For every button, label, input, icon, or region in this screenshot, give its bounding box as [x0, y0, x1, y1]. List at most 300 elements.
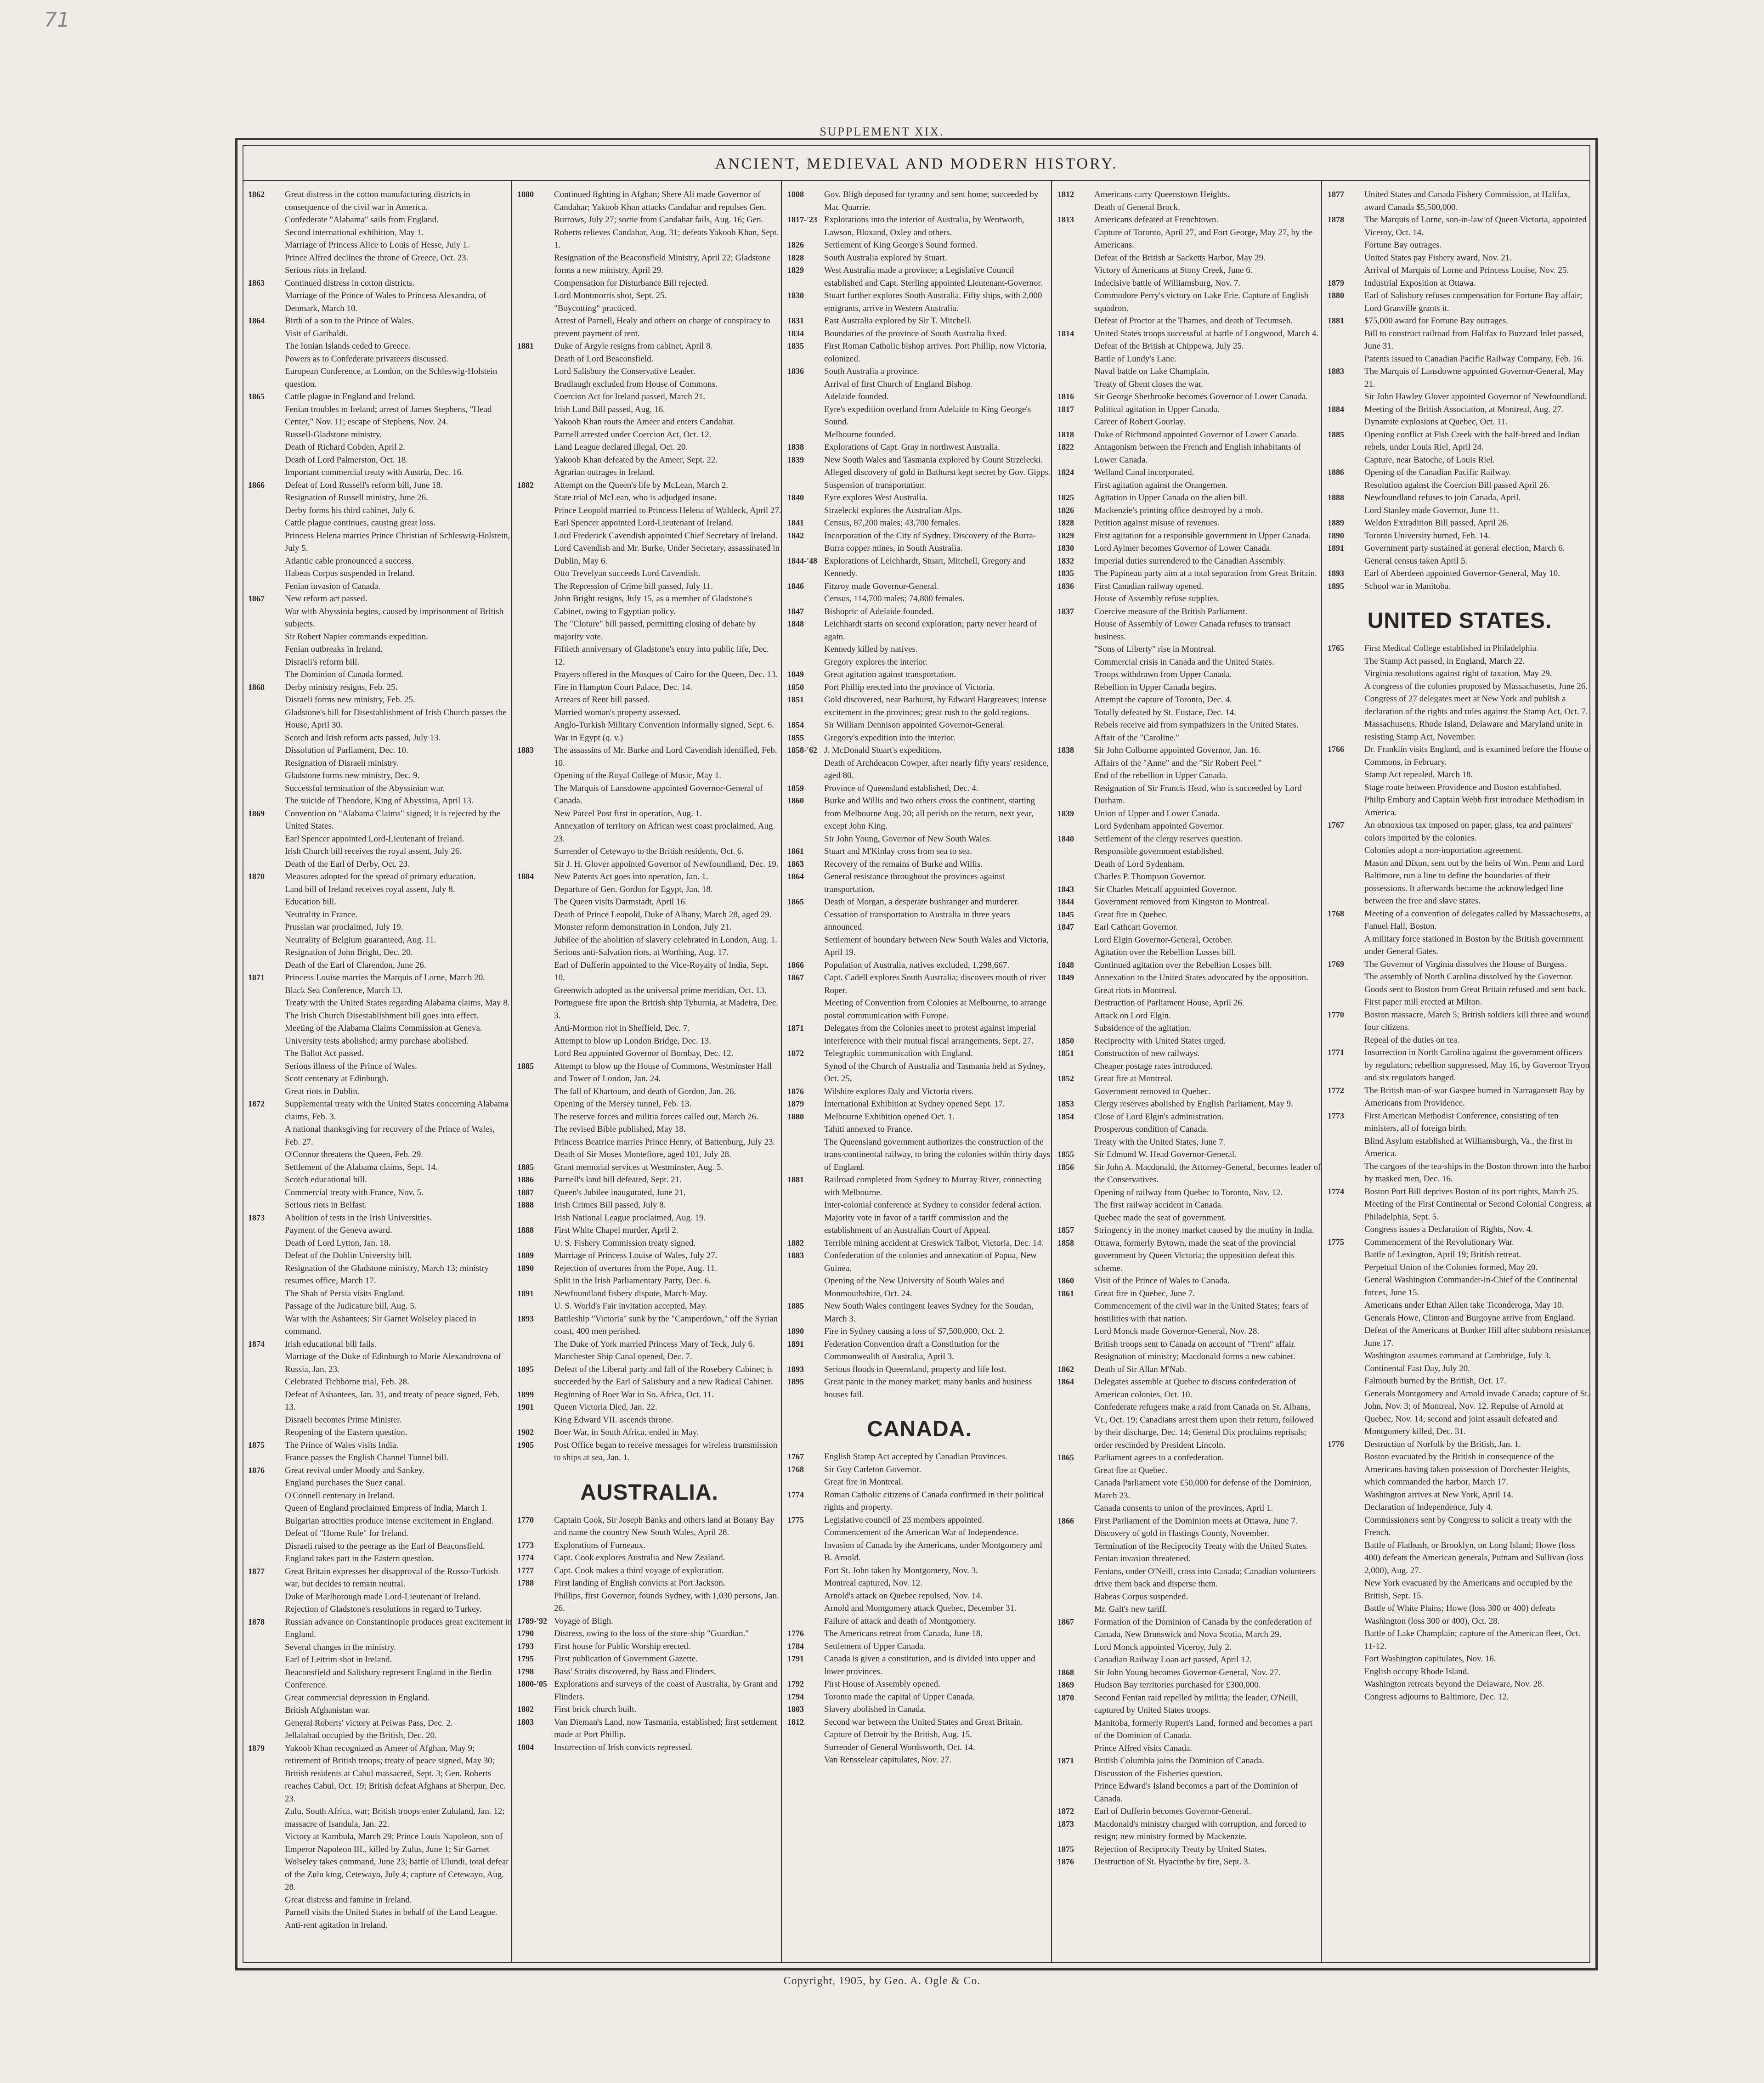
history-entry [248, 807, 512, 833]
entry-year: 1788 [517, 1578, 534, 1587]
entry-text: Suspension of transportation. [824, 480, 927, 490]
history-entry [787, 959, 1052, 972]
entry-text: Irish National League proclaimed, Aug. 19. [554, 1213, 706, 1223]
history-entry [1057, 1515, 1322, 1528]
history-entry [1057, 757, 1322, 770]
history-entry [1057, 1035, 1322, 1048]
entry-year: 1901 [517, 1402, 534, 1411]
entry-text: Attempt to blow up London Bridge, Dec. 13. [554, 1036, 711, 1046]
history-entry [787, 214, 1052, 239]
entry-text: New York evacuated by the Americans and occupied by the British, Sept. 15. [1364, 1578, 1572, 1601]
history-entry [1057, 618, 1322, 643]
history-entry [248, 466, 512, 479]
history-entry [1057, 807, 1322, 820]
history-entry [1057, 1616, 1322, 1641]
history-entry [787, 1275, 1052, 1300]
history-entry [1328, 1261, 1592, 1274]
history-entry [787, 1514, 1052, 1527]
history-entry [517, 1426, 781, 1439]
entry-text: Greenwich adopted as the universal prime meridian, Oct. 13. [554, 985, 767, 995]
entry-text: First Parliament of the Dominion meets at Ottawa, June 7. [1094, 1516, 1298, 1526]
history-entry [248, 454, 512, 467]
history-entry [1328, 479, 1592, 492]
history-entry [1057, 1692, 1322, 1717]
history-entry [787, 1463, 1052, 1476]
entry-text: Commercial crisis in Canada and the United States. [1094, 657, 1274, 667]
entry-year: 1866 [248, 480, 265, 490]
entry-text: Commencement of the civil war in the United States; fears of hostilities with that nation. [1094, 1301, 1309, 1324]
entry-year: 1849 [787, 670, 804, 679]
history-entry [248, 896, 512, 909]
history-entry [1057, 466, 1322, 479]
entry-text: Government removed from Kingston to Montreal. [1094, 897, 1269, 907]
history-entry [1057, 1085, 1322, 1098]
history-entry [1057, 517, 1322, 530]
entry-text: The Marquis of Lansdowne appointed Governor-General of Canada. [554, 783, 763, 806]
entry-year: 1845 [1057, 909, 1074, 919]
history-entry [248, 984, 512, 997]
entry-year: 1826 [1057, 505, 1074, 515]
entry-text: Troops withdrawn from Upper Canada. [1094, 670, 1232, 679]
entry-text: Career of Robert Gourlay. [1094, 417, 1186, 427]
entry-year: 1844-'48 [787, 556, 817, 565]
history-entry [1328, 1135, 1592, 1160]
entry-text: Serious riots in Belfast. [285, 1200, 367, 1210]
entry-text: Departure of Gen. Gordon for Egypt, Jan. 18. [554, 884, 713, 894]
entry-text: Lord Salisbury the Conservative Leader. [554, 367, 695, 376]
entry-year: 1790 [517, 1629, 534, 1638]
entry-text: Melbourne Exhibition opened Oct. 1. [824, 1112, 955, 1122]
history-entry [517, 1577, 781, 1590]
history-entry [1328, 1034, 1592, 1047]
history-entry [1057, 226, 1322, 252]
entry-text: Lord Monck appointed Viceroy, July 2. [1094, 1642, 1232, 1652]
history-entry [787, 732, 1052, 745]
entry-text: Sir J. H. Glover appointed Governor of Newfoundland, Dec. 19. [554, 859, 779, 869]
history-entry [248, 1249, 512, 1262]
history-entry [787, 1249, 1052, 1275]
history-entry [248, 1212, 512, 1225]
entry-text: Settlement of Upper Canada. [824, 1641, 926, 1651]
entry-text: Great fire in Quebec, June 7. [1094, 1288, 1195, 1298]
history-entry [248, 744, 512, 757]
history-entry [1057, 1717, 1322, 1742]
entry-text: East Australia explored by Sir T. Mitchell. [824, 316, 972, 326]
history-entry [517, 1414, 781, 1427]
entry-year: 1882 [517, 480, 534, 490]
history-entry [517, 909, 781, 921]
entry-text: Great commercial depression in England. [285, 1693, 430, 1703]
history-entry [517, 390, 781, 403]
history-entry [787, 694, 1052, 719]
entry-text: General Washington Commander-in-Chief of the Continental forces, June 15. [1364, 1275, 1578, 1298]
entry-year: 1885 [787, 1301, 804, 1310]
history-entry [517, 1136, 781, 1149]
history-entry [248, 1389, 512, 1414]
entry-text: Death of Archdeacon Cowper, after nearly fifty years' residence, aged 80. [824, 758, 1049, 780]
history-entry [517, 782, 781, 807]
entry-text: The assembly of North Carolina dissolved by the Governor. [1364, 972, 1573, 982]
history-entry [1328, 1009, 1592, 1034]
history-entry [787, 466, 1052, 479]
entry-year: 1836 [787, 367, 804, 376]
entry-year: 1850 [1057, 1036, 1074, 1045]
entry-text: Convention on "Alabama Claims" signed; it is rejected by the United States. [285, 808, 500, 831]
history-entry [517, 1439, 781, 1464]
entry-text: Strzelecki explores the Australian Alps. [824, 505, 962, 515]
entry-text: Boston massacre, March 5; British soldiers kill three and wound four citizens. [1364, 1010, 1589, 1032]
history-entry [787, 1627, 1052, 1640]
entry-text: Sir William Dennison appointed Governor-General. [824, 720, 1005, 730]
entry-text: Lord Montmorris shot, Sept. 25. [554, 291, 667, 300]
entry-text: Resignation of John Bright, Dec. 20. [285, 948, 413, 957]
entry-text: Serious riots in Ireland. [285, 265, 367, 275]
entry-text: Agrarian outrages in Ireland. [554, 468, 655, 477]
entry-text: Earl of Dufferin appointed to the Vice-Royalty of India, Sept. 10. [554, 960, 769, 982]
history-entry [1057, 1451, 1322, 1464]
history-entry [787, 1060, 1052, 1085]
entry-text: Yakoob Khan defeated by the Ameer, Sept. 22. [554, 455, 718, 465]
history-entry [1328, 390, 1592, 403]
history-entry [517, 1035, 781, 1048]
entry-text: Rejection of Gladstone's resolutions in regard to Turkey. [285, 1604, 482, 1614]
history-entry [517, 1401, 781, 1414]
history-entry [787, 997, 1052, 1022]
history-entry [517, 1111, 781, 1123]
entry-text: Americans under Ethan Allen take Ticonderoga, May 10. [1364, 1300, 1564, 1310]
history-entry [1057, 1010, 1322, 1022]
entry-text: British Columbia joins the Dominion of Canada. [1094, 1756, 1264, 1766]
history-entry [1057, 605, 1322, 618]
entry-text: Prosperous condition of Canada. [1094, 1124, 1209, 1134]
history-entry [787, 1022, 1052, 1047]
history-entry [1057, 1224, 1322, 1237]
entry-year: 1872 [787, 1049, 804, 1058]
history-entry [517, 252, 781, 277]
entry-text: Marriage of the Duke of Edinburgh to Marie Alexandrovna of Russia, Jan. 23. [285, 1352, 501, 1374]
entry-text: The Marquis of Lansdowne appointed Governor-General, May 21. [1364, 367, 1584, 389]
entry-year: 1879 [248, 1743, 265, 1753]
entry-text: Telegraphic communication with England. [824, 1049, 973, 1058]
entry-text: Parnell's land bill defeated, Sept. 21. [554, 1175, 682, 1185]
entry-text: Captain Cook, Sir Joseph Banks and others land at Botany Bay and name the country New South Wales, April 28. [554, 1515, 775, 1537]
history-entry [1057, 744, 1322, 757]
entry-text: Annexation to the United States advocated by the opposition. [1094, 973, 1308, 982]
entry-text: Explorations and surveys of the coast of Australia, by Grant and Flinders. [554, 1679, 778, 1702]
entry-text: Declaration of Independence, July 4. [1364, 1502, 1493, 1512]
entry-year: 1803 [517, 1717, 534, 1727]
entry-year: 1849 [1057, 973, 1074, 982]
entry-text: Great Britain expresses her disapproval of the Russo-Turkish war, but decides to remain neutral. [285, 1566, 498, 1589]
entry-text: Commencement of the Revolutionary War. [1364, 1237, 1514, 1247]
entry-text: Continued agitation over the Rebellion Losses bill. [1094, 960, 1272, 970]
entry-text: Settlement of King George's Sound formed. [824, 240, 978, 250]
entry-year: 1843 [1057, 884, 1074, 894]
entry-text: Marriage of Princess Alice to Louis of Hesse, July 1. [285, 240, 469, 250]
entry-text: Naval battle on Lake Champlain. [1094, 367, 1210, 376]
history-entry [787, 909, 1052, 934]
entry-text: Birth of a son to the Prince of Wales. [285, 316, 414, 326]
entry-year: 1812 [787, 1717, 804, 1727]
entry-year: 1881 [1328, 316, 1344, 325]
history-entry [248, 504, 512, 517]
entry-year: 1841 [787, 518, 804, 527]
history-entry [248, 1515, 512, 1528]
entry-text: Responsible government established. [1094, 847, 1224, 856]
entry-year: 1885 [1328, 429, 1344, 439]
entry-year: 1840 [1057, 834, 1074, 843]
entry-text: Defeat of Ashantees, Jan. 31, and treaty of peace signed, Feb. 13. [285, 1389, 499, 1412]
history-entry [248, 1123, 512, 1148]
entry-text: Fenian invasion of Canada. [285, 581, 380, 591]
history-entry [1057, 289, 1322, 315]
history-entry [248, 1414, 512, 1427]
entry-text: Defeat of Lord Russell's reform bill, June 18. [285, 480, 443, 490]
history-entry [787, 1564, 1052, 1577]
history-entry [517, 1287, 781, 1300]
entry-year: 1880 [517, 190, 534, 199]
entry-text: Coercion Act for Ireland passed, March 21. [554, 392, 706, 401]
entry-text: Totally defeated by St. Eustace, Dec. 14. [1094, 707, 1236, 717]
entry-text: Mason and Dixon, sent out by the heirs of Wm. Penn and Lord Baltimore, run a line to define the boundaries of their possessions. It afterwards became the acknowledged line between the free and slave states. [1364, 858, 1584, 906]
entry-year: 1832 [1057, 556, 1074, 565]
entry-text: Prince Alfred visits Canada. [1094, 1743, 1193, 1753]
history-entry [1057, 997, 1322, 1010]
entry-year: 1844 [1057, 897, 1074, 906]
history-entry [517, 1389, 781, 1401]
entry-text: Resignation of the Beaconsfield Ministry, April 22; Gladstone forms a new ministry, April 29. [554, 253, 771, 275]
entry-year: 1905 [517, 1440, 534, 1450]
entry-text: Compensation for Disturbance Bill rejected. [554, 278, 709, 288]
entry-year: 1770 [1328, 1010, 1344, 1019]
entry-text: Meeting of Convention from Colonies at Melbourne, to arrange postal communication with Europe. [824, 998, 1046, 1021]
entry-text: Arnold and Montgomery attack Quebec, December 31. [824, 1603, 1017, 1613]
entry-year: 1888 [517, 1200, 534, 1209]
entry-text: First agitation for a responsible government in Upper Canada. [1094, 531, 1311, 541]
entry-text: Settlement of the clergy reserves question. [1094, 834, 1243, 844]
entry-text: Victory at Kambula, March 29; Prince Louis Napoleon, son of Emperor Napoleon III., killed by Zulus, June 1; Sir Garnet Wolseley takes command, June 23; battle of Ulundi, total defeat of the Zulu king, Cetewayo, July 4; capture of Cetewayo, Aug. 28. [285, 1832, 509, 1892]
entry-text: Death of Lord Sydenham. [1094, 859, 1185, 869]
history-entry [1057, 1591, 1322, 1603]
entry-text: Derby ministry resigns, Feb. 25. [285, 682, 398, 692]
entry-text: Powers as to Confederate privateers discussed. [285, 354, 448, 364]
history-entry [248, 1616, 512, 1641]
history-entry [1057, 567, 1322, 580]
history-entry [248, 1174, 512, 1186]
entry-text: Affair of the "Caroline." [1094, 733, 1180, 743]
entry-year: 1890 [517, 1263, 534, 1273]
entry-text: Boer War, in South Africa, ended in May. [554, 1428, 699, 1437]
entry-year: 1839 [787, 455, 804, 464]
entry-year: 1817 [1057, 404, 1074, 414]
history-entry [1328, 642, 1592, 655]
history-entry [1057, 378, 1322, 391]
entry-text: Boston evacuated by the British in consequence of the Americans having taken possession of Dorchester Heights, which commanded the harbor, March 17. [1364, 1452, 1570, 1487]
entry-text: Great revival under Moody and Sankey. [285, 1465, 424, 1475]
entry-text: The Ballot Act passed. [285, 1049, 364, 1058]
history-entry [1057, 1767, 1322, 1780]
history-entry [787, 870, 1052, 896]
entry-year: 1770 [517, 1515, 534, 1524]
entry-text: Jellalabad occupied by the British, Dec. 20. [285, 1731, 437, 1740]
entry-year: 1825 [1057, 493, 1074, 502]
history-entry [1057, 390, 1322, 403]
entry-year: 1837 [1057, 606, 1074, 616]
history-entry [787, 340, 1052, 365]
entry-text: Second Fenian raid repelled by militia; the leader, O'Neill, captured by United States troops. [1094, 1693, 1298, 1715]
history-entry [517, 618, 781, 643]
entry-year: 1774 [787, 1490, 804, 1499]
entry-text: Continued distress in cotton districts. [285, 278, 415, 288]
entry-text: Battle of Lexington, April 19; British retreat. [1364, 1250, 1521, 1259]
entry-text: Dissolution of Parliament, Dec. 10. [285, 745, 408, 755]
entry-text: Great riots in Dublin. [285, 1086, 360, 1096]
history-entry [248, 429, 512, 441]
history-entry [1328, 1678, 1592, 1691]
history-entry [1328, 1388, 1592, 1438]
entry-text: Queen of England proclaimed Empress of India, March 1. [285, 1503, 488, 1513]
entry-text: Resignation of ministry; Macdonald forms a new cabinet. [1094, 1352, 1295, 1361]
history-entry [787, 1741, 1052, 1754]
history-entry [517, 1514, 781, 1539]
entry-year: 1851 [787, 695, 804, 704]
entry-text: Agitation over the Rebellion Losses bill. [1094, 948, 1236, 957]
entry-year: 1884 [1328, 404, 1344, 414]
history-entry [1328, 781, 1592, 794]
entry-text: Earl of Dufferin becomes Governor-General. [1094, 1806, 1251, 1816]
entry-text: Prince Alfred declines the throne of Greece, Oct. 23. [285, 253, 469, 263]
history-entry [517, 378, 781, 391]
history-entry [248, 1010, 512, 1022]
entry-text: New South Wales contingent leaves Sydney for the Soudan, March 3. [824, 1301, 1034, 1324]
history-entry [1057, 593, 1322, 605]
history-entry [787, 1691, 1052, 1704]
history-entry [1057, 971, 1322, 984]
history-entry [517, 1640, 781, 1653]
entry-year: 1890 [1328, 531, 1344, 540]
entry-year: 1856 [1057, 1162, 1074, 1172]
entry-text: First publication of Government Gazette. [554, 1654, 698, 1664]
history-entry [248, 1906, 512, 1919]
entry-text: Slavery abolished in Canada. [824, 1705, 926, 1714]
history-entry [248, 365, 512, 390]
entry-text: General Roberts' victory at Peiwas Pass, Dec. 2. [285, 1718, 453, 1728]
entry-year: 1822 [1057, 442, 1074, 452]
entry-text: Battle of Lake Champlain; capture of the American fleet, Oct. 11-12. [1364, 1629, 1581, 1651]
entry-text: U. S. World's Fair invitation accepted, May. [554, 1301, 707, 1311]
entry-year: 1812 [1057, 190, 1074, 199]
entry-text: Port Phillip erected into the province of Victoria. [824, 682, 995, 692]
history-entry [1328, 908, 1592, 933]
history-entry [1328, 794, 1592, 819]
entry-text: British troops sent to Canada on account of "Trent" affair. [1094, 1339, 1296, 1349]
entry-text: Prayers offered in the Mosques of Cairo for the Queen, Dec. 13. [554, 670, 778, 679]
entry-text: Eyre explores West Australia. [824, 493, 928, 502]
entry-text: Inter-colonial conference at Sydney to consider federal action. [824, 1200, 1042, 1210]
entry-text: Battle of White Plains; Howe (loss 300 or 400) defeats Washington (loss 300 or 400), Oct. 28. [1364, 1603, 1555, 1626]
entry-text: Victory of Americans at Stony Creek, June 6. [1094, 265, 1253, 275]
section-heading: CANADA. [867, 1417, 972, 1441]
entry-year: 1876 [1057, 1857, 1074, 1866]
entry-year: 1889 [517, 1251, 534, 1260]
entry-text: Gregory explores the interior. [824, 657, 927, 667]
history-entry [1328, 1349, 1592, 1362]
entry-text: Dynamite explosions at Quebec, Oct. 11. [1364, 417, 1508, 427]
entry-text: Battle of Flatbush, or Brooklyn, on Long Island; Howe (loss 400) defeats the American generals, Putnam and Sullivan (loss 2,000), Aug. 27. [1364, 1540, 1583, 1575]
history-entry [1057, 668, 1322, 681]
entry-text: Van Dieman's Land, now Tasmania, established; first settlement made at Port Phillip. [554, 1717, 777, 1739]
history-entry [787, 1678, 1052, 1691]
history-entry [1328, 1160, 1592, 1185]
history-column-5 [1328, 188, 1592, 1948]
entry-text: The reserve forces and militia forces called out, March 26. [554, 1112, 758, 1122]
entry-year: 1842 [787, 531, 804, 540]
entry-text: First American Methodist Conference, consisting of ten ministers, all of foreign birth. [1364, 1111, 1559, 1133]
history-entry [1057, 1856, 1322, 1868]
entry-year: 1889 [1328, 518, 1344, 527]
history-entry [1328, 365, 1592, 390]
entry-text: Second international exhibition, May 1. [285, 227, 424, 237]
history-entry [517, 1275, 781, 1287]
entry-year: 1870 [248, 872, 265, 881]
entry-text: The Governor of Virginia dissolves the House of Burgess. [1364, 959, 1567, 969]
history-entry [1328, 718, 1592, 743]
history-entry [517, 1022, 781, 1035]
history-entry [517, 1716, 781, 1741]
entry-year: 1777 [517, 1565, 534, 1575]
entry-text: South Australia a province. [824, 367, 919, 376]
entry-year: 1768 [1328, 909, 1344, 918]
history-entry [1328, 429, 1592, 454]
entry-text: Confederate refugees make a raid from Canada on St. Albans, Vt., Oct. 19; Canadians arrest them upon their return, followed by their discharge, Dec. 14; General Dix proclaims reprisals; order rescinded by President Lincoln. [1094, 1402, 1314, 1450]
entry-text: Visit of Garibaldi. [285, 328, 348, 339]
entry-year: 1813 [1057, 215, 1074, 224]
entry-year: 1847 [1057, 922, 1074, 931]
history-entry [1057, 946, 1322, 959]
entry-text: Stamp Act repealed, March 18. [1364, 770, 1473, 779]
entry-text: Destruction of Parliament House, April 26. [1094, 998, 1244, 1008]
history-entry [248, 1591, 512, 1603]
history-entry [248, 517, 512, 530]
entry-text: Affairs of the "Anne" and the "Sir Robert Peel." [1094, 758, 1262, 768]
history-entry [517, 807, 781, 820]
history-entry [1057, 429, 1322, 441]
entry-text: U. S. Fishery Commission treaty signed. [554, 1238, 696, 1248]
entry-year: 1803 [787, 1705, 804, 1714]
entry-year: 1864 [1057, 1377, 1074, 1386]
entry-year: 1891 [517, 1288, 534, 1298]
history-entry [517, 1627, 781, 1640]
entry-text: New Patents Act goes into operation, Jan. 1. [554, 872, 708, 881]
entry-text: Sir John Young, Governor of New South Wales. [824, 834, 992, 844]
history-entry [1057, 1022, 1322, 1035]
history-entry [787, 1338, 1052, 1363]
history-entry [248, 252, 512, 265]
entry-text: Lord Stanley made Governor, June 11. [1364, 505, 1499, 515]
history-entry [1057, 214, 1322, 226]
entry-text: Lord Elgin Governor-General, October. [1094, 935, 1233, 945]
history-entry [248, 1338, 512, 1351]
entry-text: Defeat of the Americans at Bunker Hill after stubborn resistance, June 17. [1364, 1326, 1591, 1348]
history-entry [248, 833, 512, 846]
entry-year: 1766 [1328, 745, 1344, 754]
entry-text: Stage route between Providence and Boston established. [1364, 782, 1561, 792]
history-entry [517, 1174, 781, 1186]
history-entry [248, 1300, 512, 1313]
history-entry [1057, 769, 1322, 782]
entry-text: Bradlaugh excluded from House of Commons. [554, 379, 718, 389]
entry-text: Agitation in Upper Canada on the alien bill. [1094, 493, 1248, 502]
